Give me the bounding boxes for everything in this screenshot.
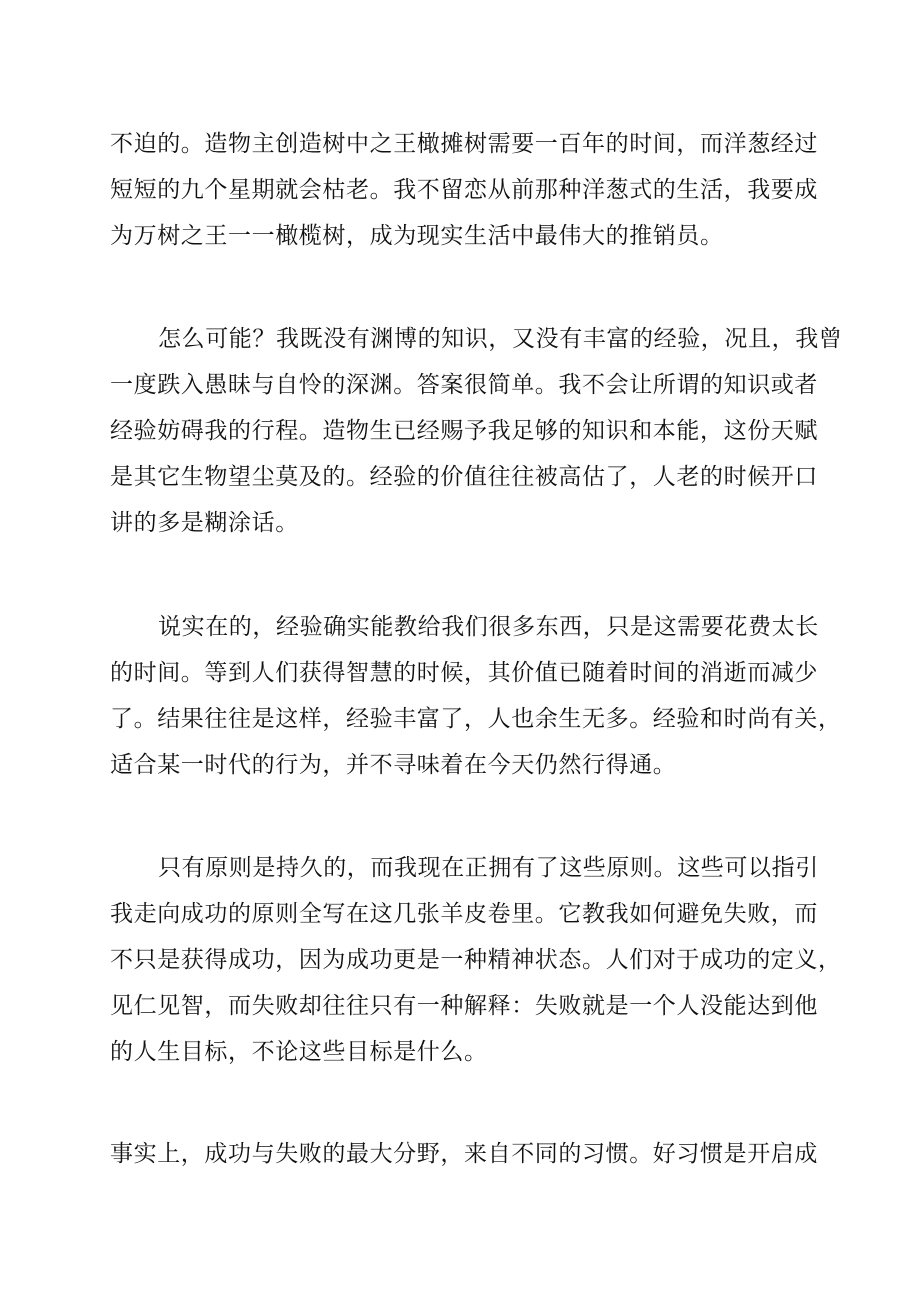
text-line: 我走向成功的原则全写在这几张羊皮卷里。它教我如何避免失败，而 — [110, 901, 818, 927]
paragraph — [110, 121, 830, 259]
text-line: 的时间。等到人们获得智慧的时候，其价值已随着时间的消逝而减少 — [110, 660, 818, 686]
text-line: 事实上，成功与失败的最大分野，来自不同的习惯。好习惯是开启成 — [110, 1141, 818, 1167]
paragraph — [110, 316, 843, 546]
text-line: 怎么可能？我既没有渊博的知识，又没有丰富的经验，况且，我曾 — [158, 326, 843, 352]
text-line: 短短的九个星期就会枯老。我不留恋从前那种洋葱式的生活，我要成 — [110, 177, 818, 203]
text-line: 说实在的，经验确实能教给我们很多东西，只是这需要花费太长 — [158, 614, 819, 640]
paragraph — [110, 845, 842, 1075]
text-line: 一度跌入愚昧与自怜的深渊。答案很简单。我不会让所谓的知识或者 — [110, 372, 818, 398]
text-line: 了。结果往往是这样，经验丰富了，人也余生无多。经验和时尚有关， — [110, 706, 842, 732]
text-line: 只有原则是持久的，而我现在正拥有了这些原则。这些可以指引 — [158, 855, 819, 881]
text-line: 为万树之王一一橄榄树，成为现实生活中最伟大的推销员。 — [110, 223, 724, 249]
text-line: 是其它生物望尘莫及的。经验的价值往往被高估了，人老的时候开口 — [110, 464, 818, 490]
text-line: 见仁见智，而失败却往往只有一种解释：失败就是一个人没能达到他 — [110, 993, 818, 1019]
paragraph — [110, 604, 842, 788]
text-line: 适合某一时代的行为，并不寻味着在今天仍然行得通。 — [110, 752, 677, 778]
text-line: 的人生目标，不论这些目标是什么。 — [110, 1039, 488, 1065]
text-line: 不迫的。造物主创造树中之王橄摊树需要一百年的时间，而洋葱经过 — [110, 131, 818, 157]
text-line: 经验妨碍我的行程。造物生已经赐予我足够的知识和本能，这份天赋 — [110, 418, 818, 444]
text-line: 讲的多是糊涂话。 — [110, 510, 299, 536]
text-line: 不只是获得成功，因为成功更是一种精神状态。人们对于成功的定义， — [110, 947, 842, 973]
paragraph — [110, 1131, 830, 1177]
